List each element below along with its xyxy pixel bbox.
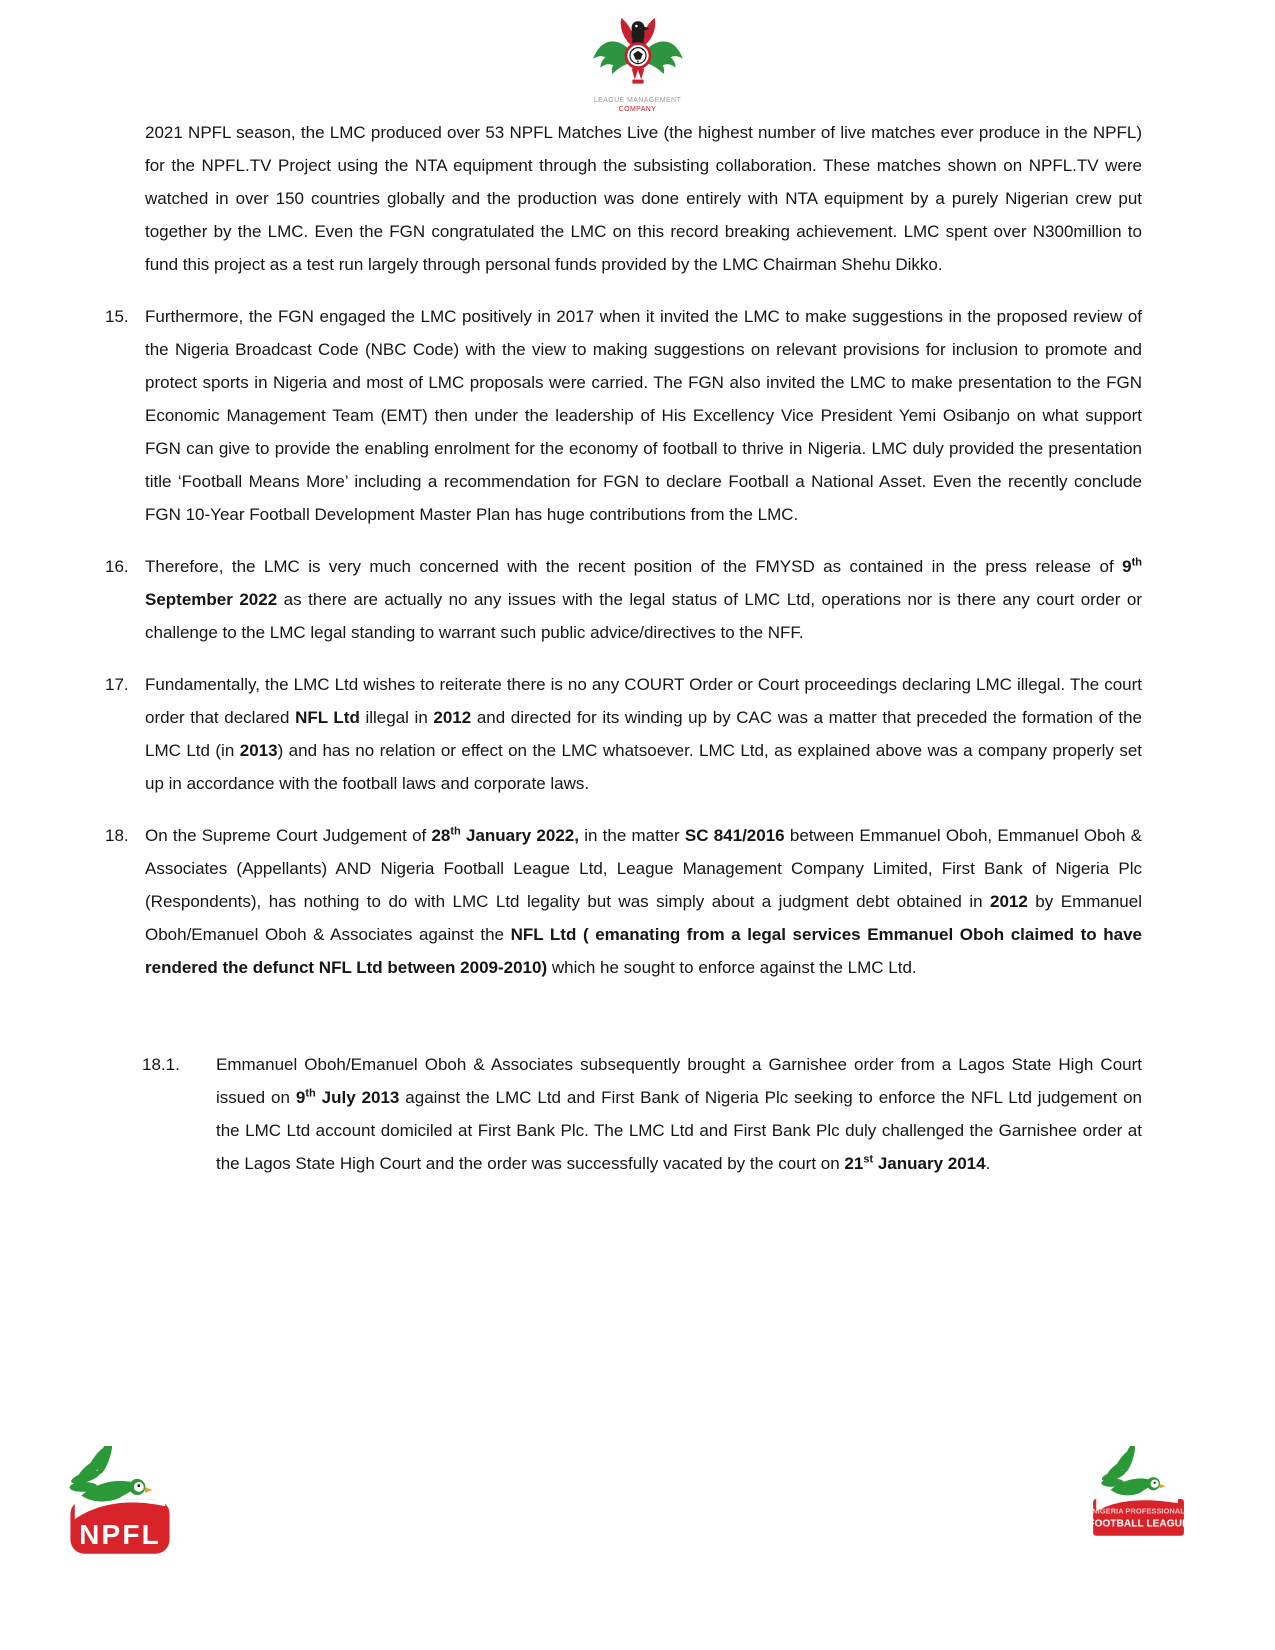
lmc-logo-caption-line1: LEAGUE MANAGEMENT [593, 97, 682, 104]
paragraph-18 [105, 819, 1143, 984]
paragraph-text: Furthermore, the FGN engaged the LMC positively in 2017 when it invited the LMC to make suggestions in the proposed review of the Nigeria Broadcast Code (NBC Code) with the view to making suggestions on relevant provisions for inclusion to promote and protect sports in Nigeria and most of LMC proposals were carried. The FGN also invited the LMC to make presentation to the FGN Economic Management Team (EMT) then under the leadership of His Excellency Vice President Yemi Osibanjo on what support FGN can give to provide the enabling enrolment for the economy of football to thrive in Nigeria. LMC duly provided the presentation title ‘Football Means More’ including a recommendation for FGN to declare Football a National Asset. Even the recently conclude FGN 10-Year Football Development Master Plan has huge contributions from the LMC. [145, 307, 1142, 524]
paragraph-number: 17. [105, 675, 129, 694]
paragraph-number: 16. [105, 557, 129, 576]
nigeria-professional-football-league-logo [1086, 1446, 1188, 1553]
paragraph-text: 2021 NPFL season, the LMC produced over 53 NPFL Matches Live (the highest number of live matches ever produce in the NPFL) for the NPFL.TV Project using the NTA equipment through the subsisting collaboration. These matches shown on NPFL.TV were watched in over 150 countries globally and the production was done entirely with NTA equipment by a purely Nigerian crew put together by the LMC. Even the FGN congratulated the LMC on this record breaking achievement. LMC spent over N300million to fund this project as a test run largely through personal funds provided by the LMC Chairman Shehu Dikko. [145, 123, 1142, 274]
paragraph-15 [105, 300, 1142, 531]
lmc-eagle-emblem [590, 14, 686, 90]
paragraph-text: On the Supreme Court Judgement of 28th January 2022, in the matter SC 841/2016 between Emmanuel Oboh, Emmanuel Oboh & Associates (Appellants) AND Nigeria Football League Ltd, League Management Company Limited, First Bank of Nigeria Plc (Respondents), has nothing to do with LMC Ltd legality but was simply about a judgment debt obtained in 2012 by Emmanuel Oboh/Emanuel Oboh & Associates against the NFL Ltd ( emanating from a legal services Emmanuel Oboh claimed to have rendered the defunct NFL Ltd between 2009-2010) which he sought to enforce against the LMC Ltd. [145, 825, 1143, 977]
paragraph-18-1 [142, 1048, 1143, 1180]
document-body [105, 116, 1143, 1199]
npfl-logo [66, 1446, 174, 1563]
lmc-logo-caption-line2: COMPANY [618, 106, 657, 113]
paragraph-text: Fundamentally, the LMC Ltd wishes to reiterate there is no any COURT Order or Court proceedings declaring LMC illegal. The court order that declared NFL Ltd illegal in 2012 and directed for its winding up by CAC was a matter that preceded the formation of the LMC Ltd (in 2013) and has no relation or effect on the LMC whatsoever. LMC Ltd, as explained above was a company properly set up in accordance with the football laws and corporate laws. [145, 675, 1143, 793]
paragraph-number: 18. [105, 826, 129, 845]
paragraph-continuation [145, 116, 1142, 281]
paragraph-text: Therefore, the LMC is very much concerned with the recent position of the FMYSD as contained in the press release of 9th September 2022 as there are actually no any issues with the legal status of LMC Ltd, operations nor is there any court order or challenge to the LMC legal standing to warrant such public advice/directives to the NFF. [145, 556, 1142, 642]
nprl-wordmark-line1: NIGERIA PROFESSIONAL [1092, 1506, 1185, 1516]
paragraph-number: 15. [105, 307, 129, 326]
npfl-eagle-icon [66, 1446, 174, 1558]
lmc-logo [590, 14, 686, 114]
lmc-logo-caption [590, 96, 686, 114]
paragraph-number: 18.1. [142, 1055, 180, 1074]
nprl-wordmark-line2: FOOTBALL LEAGUE [1088, 1518, 1188, 1530]
npfl-wordmark: NPFL [79, 1519, 161, 1550]
paragraph-16 [105, 550, 1142, 649]
paragraph-text: Emmanuel Oboh/Emanuel Oboh & Associates subsequently brought a Garnishee order from a Lagos State High Court issued on 9th July 2013 against the LMC Ltd and First Bank of Nigeria Plc seeking to enforce the NFL Ltd judgement on the LMC Ltd account domiciled at First Bank Plc. The LMC Ltd and First Bank Plc duly challenged the Garnishee order at the Lagos State High Court and the order was successfully vacated by the court on 21st January 2014. [216, 1055, 1143, 1173]
nprl-eagle-icon [1086, 1446, 1188, 1548]
paragraph-17 [105, 668, 1143, 800]
